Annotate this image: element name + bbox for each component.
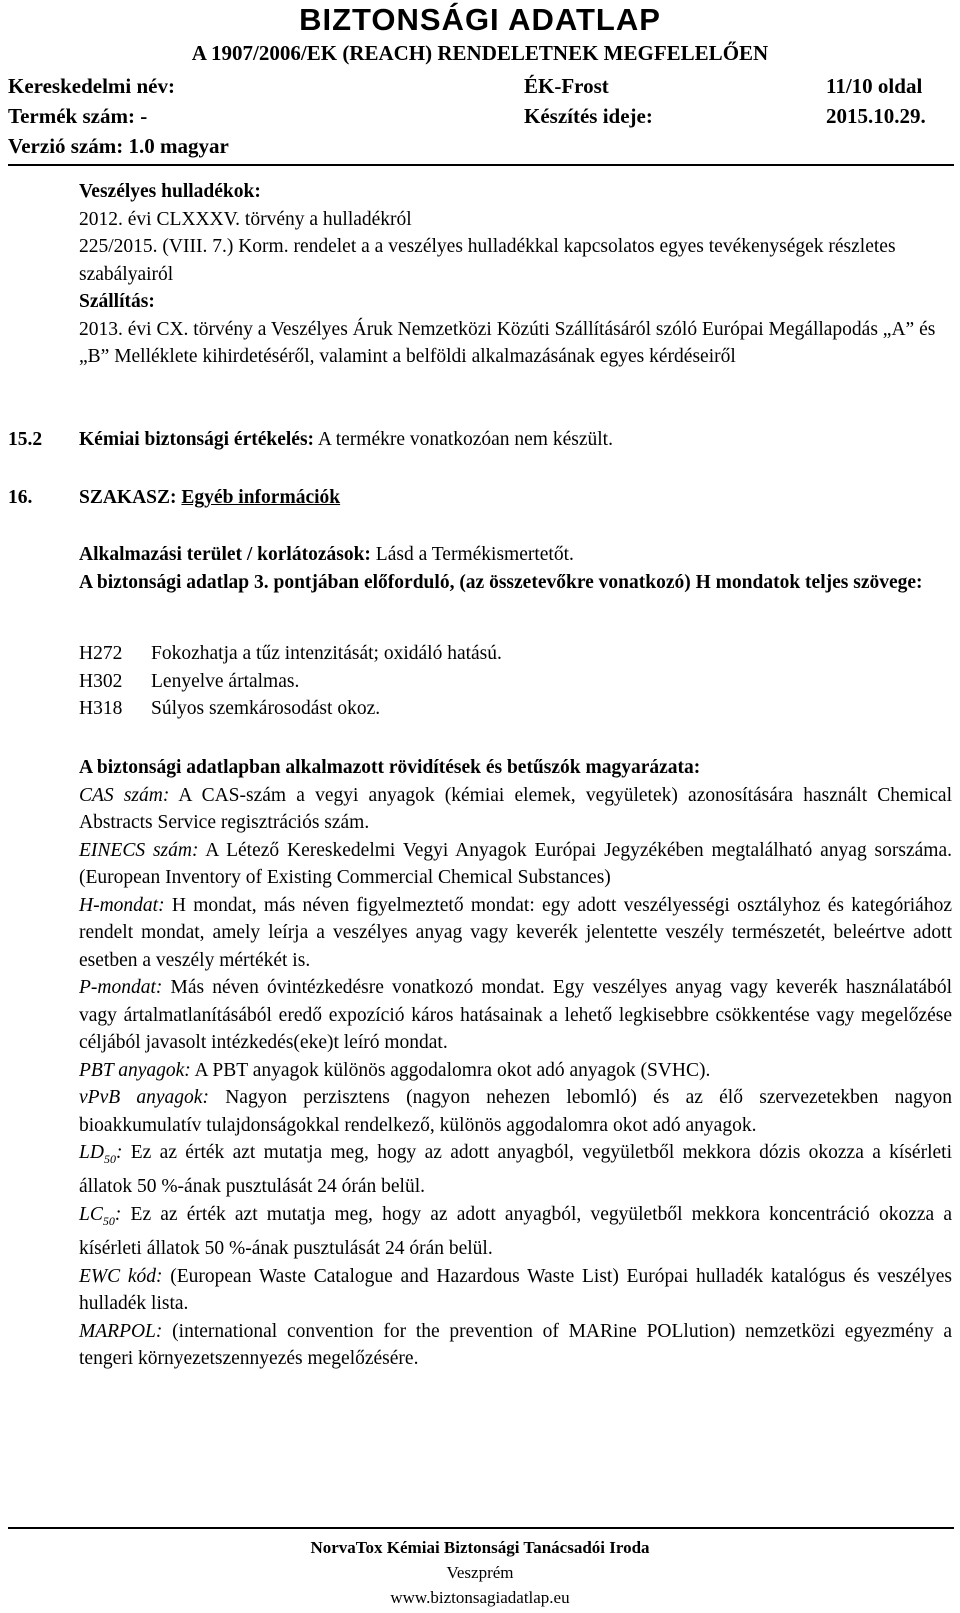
- h-statement: H302 Lenyelve ártalmas.: [79, 670, 300, 692]
- header-row-3: [8, 132, 952, 160]
- usage-label: Alkalmazási terület / korlátozások:: [79, 544, 371, 565]
- page-number: 11/10 oldal: [826, 74, 923, 98]
- document-subtitle: A 1907/2006/EK (REACH) RENDELETNEK MEGFELELŐEN: [191, 41, 769, 65]
- footer-web: www.biztonsagiadatlap.eu: [390, 1588, 570, 1607]
- section-prefix: SZAKASZ:: [79, 487, 182, 508]
- product-number: Termék szám: -: [8, 104, 148, 128]
- header-row-1: [8, 72, 952, 100]
- abbr-einecs: EINECS szám: A Létező Kereskedelmi Vegyi Anyagok Európai Jegyzékében megtalálható anyag sorszáma. (European Inventory of Existing Commercial Chemical Substances): [79, 839, 952, 888]
- section-15-2: [0, 426, 960, 454]
- transport-law: 2013. évi CX. törvény a Veszélyes Áruk Nemzetközi Közúti Szállításáról szóló Európai Megállapodás „A” és „B” Melléklete kihirdetéséről, valamint a belföldi alkalmazásának egyes kérdéseiről: [79, 318, 936, 367]
- h-statement: H318 Súlyos szemkárosodást okoz.: [79, 698, 381, 719]
- waste-heading: Veszélyes hulladékok:: [79, 181, 261, 202]
- abbr-ld50: $LD_{50}$: Ez az érték azt mutatja meg, hogy az adott anyagból, vegyületből mekkora dózis okozza a kísérleti állatok 50 %-ának pusztulását 24 órán belül.: [79, 1142, 952, 1198]
- created-label: Készítés ideje:: [524, 104, 653, 128]
- header-row-2: [8, 102, 952, 130]
- abbr-pbt: PBT anyagok: A PBT anyagok különös aggodalomra okot adó anyagok (SVHC).: [79, 1059, 711, 1081]
- abbreviations: [0, 754, 960, 1373]
- version-number: Verzió szám: 1.0 magyar: [8, 134, 229, 158]
- h-statement: H272 Fokozhatja a tűz intenzitását; oxidáló hatású.: [79, 643, 502, 664]
- h-statements-list: [0, 640, 960, 723]
- abbr-marpol: MARPOL: (international convention for the prevention of MARine POLlution) nemzetközi egyezmény a tengeri környezetszennyezés megelőzésére.: [79, 1320, 952, 1370]
- waste-law-1: 2012. évi CLXXXV. törvény a hulladékról: [79, 208, 412, 230]
- abbr-p-statement: P-mondat: Más néven óvintézkedésre vonatkozó mondat. Egy veszélyes anyag vagy keverék használatából vagy ártalmatlanításából eredő expozíció káros hatásainak a lehető legkisebbre csökkentése vagy megelőzése céljából javasolt intézkedés(eke)t leíró mondat.: [79, 977, 952, 1053]
- h-statements-intro: A biztonsági adatlap 3. pontjában előforduló, (az összetevőkre vonatkozó) H mondatok teljes szövege:: [79, 571, 923, 593]
- chemical-safety-text: A termékre vonatkozóan nem készült.: [314, 429, 613, 450]
- footer-org: NorvaTox Kémiai Biztonsági Tanácsadói Iroda: [310, 1538, 650, 1557]
- created-date: 2015.10.29.: [826, 104, 926, 128]
- footer-city: Veszprém: [446, 1563, 514, 1582]
- section-number: 15.2: [8, 429, 43, 450]
- section-16-heading: [0, 484, 960, 512]
- header-divider: [8, 164, 954, 166]
- section-title: Egyéb információk: [181, 487, 341, 508]
- abbreviations-heading: A biztonsági adatlapban alkalmazott rövidítések és betűszók magyarázata:: [79, 757, 701, 778]
- waste-section: [0, 178, 960, 371]
- section-16-body: [0, 541, 960, 596]
- abbr-ewc: EWC kód: (European Waste Catalogue and Hazardous Waste List) Európai hulladék katalógus és veszélyes hulladék lista.: [79, 1265, 952, 1315]
- trade-name-label: Kereskedelmi név:: [8, 74, 175, 98]
- abbr-vpvb: vPvB anyagok: Nagyon perzisztens (nagyon nehezen lebomló) és az élő szervezetekben nagyon bioakkumulatív tulajdonságokkal rendelkező, különös aggodalomra okot adó anyagok.: [79, 1087, 952, 1136]
- abbr-lc50: $LC_{50}$: Ez az érték azt mutatja meg, hogy az adott anyagból, vegyületből mekkora koncentráció okozza a kísérleti állatok 50 %-ának pusztulását 24 órán belül.: [79, 1203, 952, 1260]
- abbr-h-statement: H-mondat: H mondat, más néven figyelmeztető mondat: egy adott veszélyességi osztályhoz és kategóriához rendelt mondat, amely leírja a veszélyes anyag vagy keverék jelentette veszély természetét, beleértve adott esetben a veszély mértékét is.: [79, 894, 952, 971]
- usage-text: Lásd a Termékismertetőt.: [370, 544, 574, 565]
- waste-law-2: 225/2015. (VIII. 7.) Korm. rendelet a a veszélyes hulladékkal kapcsolatos egyes tevékenységek részletes szabályairól: [79, 236, 896, 285]
- document-title: BIZTONSÁGI ADATLAP: [299, 2, 661, 37]
- trade-name: ÉK-Frost: [524, 74, 609, 98]
- section-number: 16.: [8, 487, 33, 508]
- transport-heading: Szállítás:: [79, 291, 155, 312]
- footer-divider: [8, 1527, 954, 1529]
- chemical-safety-label: Kémiai biztonsági értékelés:: [79, 429, 315, 450]
- abbr-cas: CAS szám: A CAS-szám a vegyi anyagok (kémiai elemek, vegyületek) azonosítására használt Chemical Abstracts Service regisztrációs szám.: [79, 784, 953, 833]
